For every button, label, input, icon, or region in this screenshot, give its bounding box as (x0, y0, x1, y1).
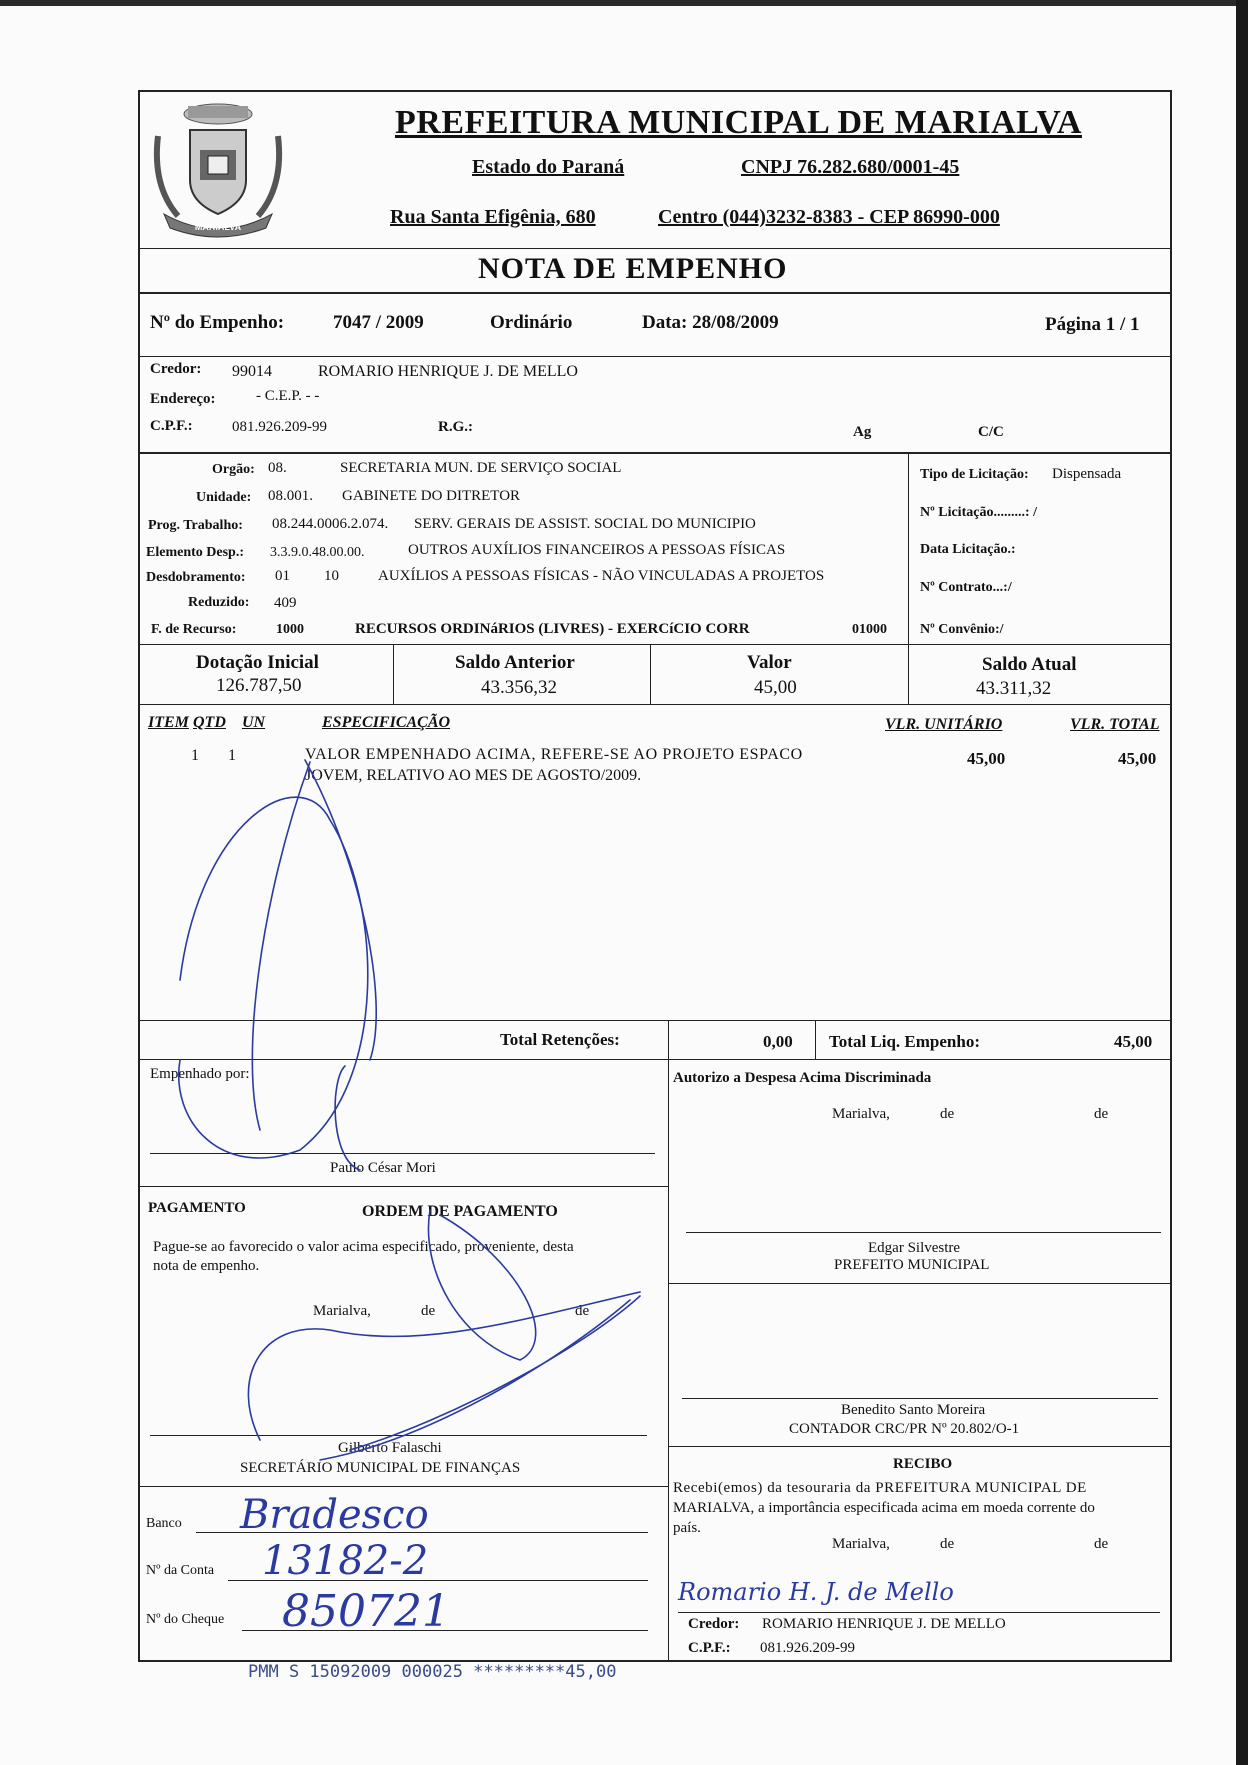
convenio-number: Nº Convênio:/ (920, 622, 1004, 637)
liquido-value: 45,00 (1114, 1032, 1153, 1051)
empenhado-signer: Paulo César Mori (330, 1160, 436, 1176)
page-title: PREFEITURA MUNICIPAL DE MARIALVA (395, 104, 1082, 141)
unit-price-column-header: VLR. UNITÁRIO (885, 716, 1003, 733)
liquido-label: Total Liq. Empenho: (829, 1032, 980, 1051)
recibo-text-line1: Recebi(emos) da tesouraria da PREFEITURA MUNICIPAL DE (673, 1480, 1087, 1496)
empenhado-label: Empenhado por: (150, 1066, 250, 1082)
licitacao-tipo-label: Tipo de Licitação: (920, 467, 1029, 482)
pagamento-text-line2: nota de empenho. (153, 1258, 260, 1274)
unidade-name: GABINETE DO DITRETOR (342, 488, 521, 504)
recurso-code2: 01000 (852, 622, 887, 637)
item-qtd: 1 (228, 747, 236, 764)
svg-text:MARIALVA: MARIALVA (194, 222, 242, 232)
retencoes-value: 0,00 (763, 1032, 793, 1051)
credor-signature: Romario H. J. de Mello (678, 1578, 954, 1606)
pagamento-text-line1: Pague-se ao favorecido o valor acima especificado, proveniente, desta (153, 1239, 574, 1255)
empenho-number: 7047 / 2009 (333, 312, 424, 333)
unidade-code: 08.001. (268, 488, 313, 504)
empenho-type: Ordinário (490, 312, 573, 333)
recibo-credor-label: Credor: (688, 1616, 740, 1632)
item-spec-line2: JOVEM, RELATIVO AO MES DE AGOSTO/2009. (305, 767, 642, 784)
credor-name: ROMARIO HENRIQUE J. DE MELLO (318, 363, 578, 380)
recibo-de1: de (940, 1536, 955, 1552)
contrato-number: Nº Contrato...:/ (920, 580, 1012, 595)
recibo-label: RECIBO (893, 1456, 953, 1472)
document-title: NOTA DE EMPENHO (478, 252, 788, 285)
rg-label: R.G.: (438, 419, 473, 435)
cheque-label: Nº do Cheque (146, 1612, 225, 1627)
recibo-de2: de (1094, 1536, 1109, 1552)
recibo-cpf-label: C.P.F.: (688, 1640, 731, 1656)
empenho-date: Data: 28/08/2009 (642, 312, 779, 333)
autorizo-de2: de (1094, 1106, 1109, 1122)
item-total: 45,00 (1118, 749, 1157, 768)
reduzido-value: 409 (274, 595, 297, 611)
un-column-header: UN (242, 714, 266, 731)
contact-info: Centro (044)3232-8383 - CEP 86990-000 (658, 206, 1000, 228)
cheque-handwritten: 850721 (282, 1586, 450, 1637)
qtd-column-header: QTD (193, 714, 226, 731)
saldo-atual-label: Saldo Atual (982, 654, 1077, 675)
recurso-code: 1000 (276, 622, 304, 637)
orgao-code: 08. (268, 460, 287, 476)
autorizo-label: Autorizo a Despesa Acima Discriminada (673, 1070, 932, 1086)
recibo-text-line3: país. (673, 1520, 701, 1536)
banco-label: Banco (146, 1516, 182, 1531)
item-number: 1 (191, 747, 199, 764)
recibo-credor-name: ROMARIO HENRIQUE J. DE MELLO (762, 1616, 1006, 1632)
cpf-label: C.P.F.: (150, 418, 193, 434)
prog-label: Prog. Trabalho: (148, 518, 243, 533)
orgao-name: SECRETARIA MUN. DE SERVIÇO SOCIAL (340, 460, 622, 476)
autorizo-de1: de (940, 1106, 955, 1122)
credor-label: Credor: (150, 361, 202, 377)
elemento-code: 3.3.9.0.48.00.00. (270, 545, 365, 560)
credor-code: 99014 (232, 363, 272, 380)
scan-edge-top (0, 0, 1248, 6)
saldo-anterior-label: Saldo Anterior (455, 652, 575, 673)
valor-value: 45,00 (754, 677, 797, 698)
total-column-header: VLR. TOTAL (1070, 716, 1160, 733)
conta-label: Nº da Conta (146, 1563, 215, 1578)
recibo-cpf-value: 081.926.209-99 (760, 1640, 855, 1656)
unidade-label: Unidade: (196, 490, 252, 505)
address-label: Endereço: (150, 391, 216, 407)
cnpj: CNPJ 76.282.680/0001-45 (741, 156, 960, 178)
licitacao-numero: Nº Licitação.........: / (920, 505, 1037, 520)
prog-code: 08.244.0006.2.074. (272, 516, 389, 532)
pagamento-de1: de (421, 1303, 436, 1319)
empenho-number-label: Nº do Empenho: (150, 312, 285, 333)
item-column-header: ITEM (148, 714, 189, 731)
autorizo-city: Marialva, (832, 1106, 890, 1122)
dotacao-value: 126.787,50 (216, 675, 302, 696)
desdobramento-code1: 01 (275, 568, 290, 584)
cc-label: C/C (978, 424, 1004, 440)
page-number: Página 1 / 1 (1045, 314, 1140, 335)
recurso-name: RECURSOS ORDINáRIOS (LIVRES) - EXERCíCIO CORR (355, 621, 750, 637)
autorizo-signer-role: PREFEITO MUNICIPAL (834, 1257, 990, 1273)
credor-cpf: 081.926.209-99 (232, 419, 327, 435)
scan-edge-right (1236, 0, 1248, 1765)
recibo-text-line2: MARIALVA, a importância especificada acima em moeda corrente do (673, 1500, 1095, 1516)
valor-label: Valor (747, 652, 792, 673)
recibo-city: Marialva, (832, 1536, 890, 1552)
licitacao-data: Data Licitação.: (920, 542, 1016, 557)
saldo-anterior-value: 43.356,32 (481, 677, 557, 698)
desdobramento-name: AUXÍLIOS A PESSOAS FÍSICAS - NÃO VINCULADAS A PROJETOS (378, 568, 825, 584)
state-name: Estado do Paraná (472, 156, 625, 178)
item-unit-price: 45,00 (967, 749, 1006, 768)
recurso-label: F. de Recurso: (151, 622, 237, 637)
banco-handwritten: Bradesco (240, 1492, 429, 1538)
autorizo-signer: Edgar Silvestre (868, 1240, 961, 1256)
orgao-label: Orgão: (212, 462, 255, 477)
pagamento-signer: Gilberto Falaschi (338, 1440, 442, 1456)
pagamento-city: Marialva, (313, 1303, 371, 1319)
spec-column-header: ESPECIFICAÇÃO (322, 714, 451, 731)
saldo-atual-value: 43.311,32 (976, 678, 1052, 699)
prog-name: SERV. GERAIS DE ASSIST. SOCIAL DO MUNICIPIO (414, 516, 756, 532)
pagamento-signer-role: SECRETÁRIO MUNICIPAL DE FINANÇAS (240, 1460, 521, 1476)
retencoes-label: Total Retenções: (500, 1030, 620, 1049)
credor-address: - C.E.P. - - (256, 388, 320, 404)
item-spec-line1: VALOR EMPENHADO ACIMA, REFERE-SE AO PROJETO ESPACO (305, 746, 803, 763)
conta-handwritten: 13182-2 (262, 1538, 429, 1584)
ag-label: Ag (853, 424, 872, 440)
address: Rua Santa Efigênia, 680 (390, 206, 596, 228)
elemento-name: OUTROS AUXÍLIOS FINANCEIROS A PESSOAS FÍSICAS (408, 542, 786, 558)
payment-stamp: PMM S 15092009 000025 *********45,00 (248, 1662, 617, 1682)
pagamento-label: PAGAMENTO (148, 1200, 246, 1216)
desdobramento-label: Desdobramento: (146, 570, 246, 585)
desdobramento-code2: 10 (324, 568, 339, 584)
elemento-label: Elemento Desp.: (146, 545, 244, 560)
contador-role: CONTADOR CRC/PR Nº 20.802/O-1 (789, 1421, 1020, 1437)
ordem-pagamento-label: ORDEM DE PAGAMENTO (362, 1203, 558, 1220)
dotacao-label: Dotação Inicial (196, 652, 319, 673)
reduzido-label: Reduzido: (188, 595, 250, 610)
contador-name: Benedito Santo Moreira (841, 1402, 986, 1418)
pagamento-de2: de (575, 1303, 590, 1319)
licitacao-tipo-value: Dispensada (1052, 466, 1122, 482)
